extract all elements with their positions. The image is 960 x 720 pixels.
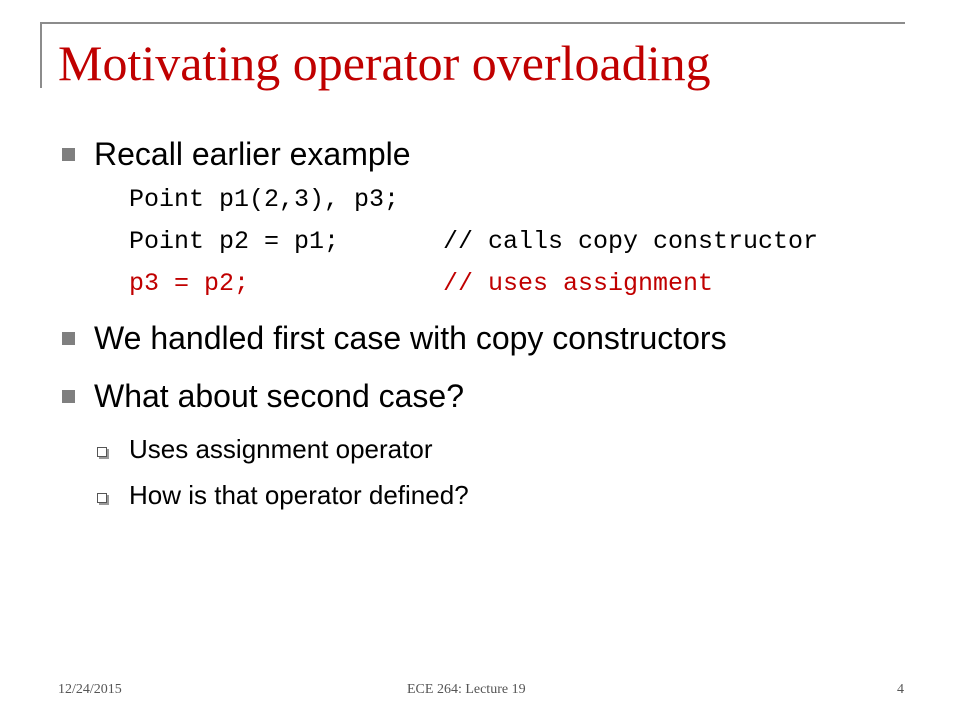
footer-course: ECE 264: Lecture 19 xyxy=(407,682,526,697)
bullet-recall-example: Recall earlier example xyxy=(94,136,411,172)
bullet-handled-first-case: We handled first case with copy constructors xyxy=(94,320,727,356)
square-bullet-icon xyxy=(62,390,75,403)
sub-bullet-assignment-operator: Uses assignment operator xyxy=(129,434,433,464)
code-comment-assignment: // uses assignment xyxy=(443,269,714,298)
code-comment-copy-constructor: // calls copy constructor xyxy=(443,227,819,256)
hollow-square-bullet-icon xyxy=(97,447,107,457)
footer-date: 12/24/2015 xyxy=(58,682,122,697)
code-line-assignment: p3 = p2; xyxy=(129,269,250,298)
square-bullet-icon xyxy=(62,148,75,161)
code-line-copy-init: Point p2 = p1; xyxy=(129,227,340,256)
hollow-square-bullet-icon xyxy=(97,493,107,503)
bullet-second-case: What about second case? xyxy=(94,378,465,414)
slide-title: Motivating operator overloading xyxy=(58,35,711,91)
footer-page-number: 4 xyxy=(897,682,904,697)
square-bullet-icon xyxy=(62,332,75,345)
code-line-declaration: Point p1(2,3), p3; xyxy=(129,185,400,214)
sub-bullet-operator-defined: How is that operator defined? xyxy=(129,480,469,510)
